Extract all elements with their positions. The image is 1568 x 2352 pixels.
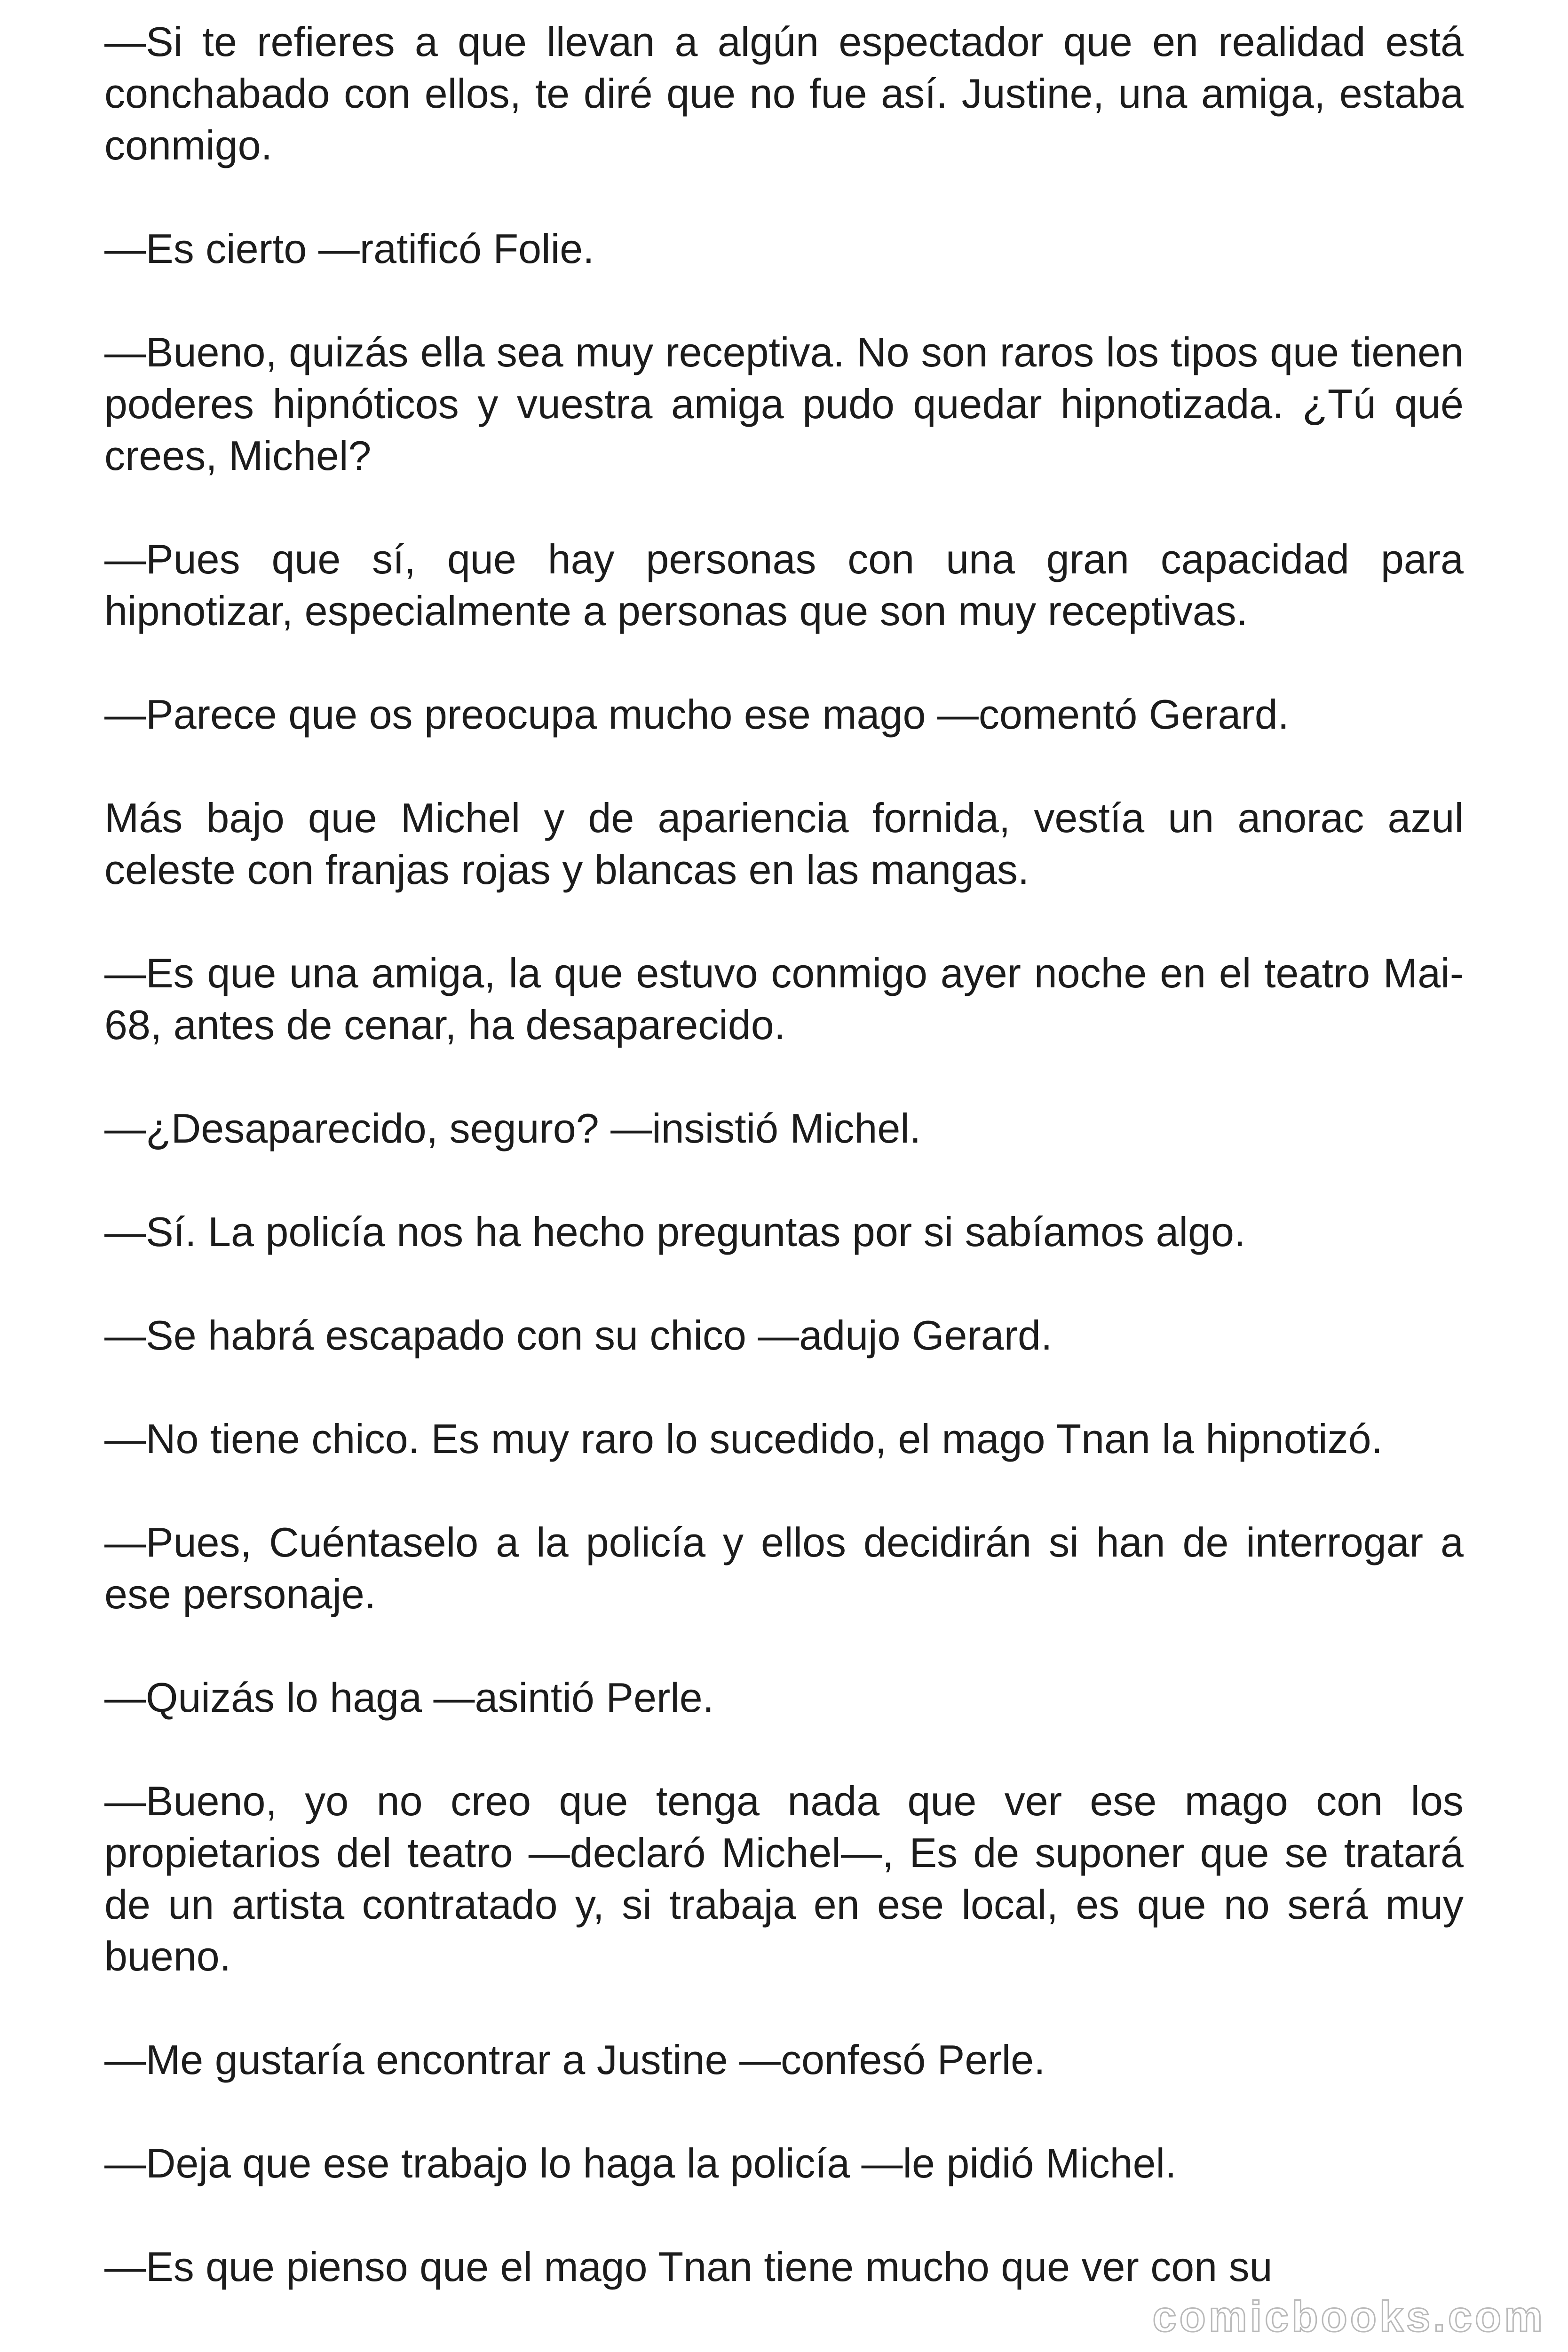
- paragraph: —Si te refieres a que llevan a algún espectador que en realidad está conchabado con ellos, te diré que no fue así. Justine, una amiga, estaba conmigo.: [104, 18, 1464, 168]
- paragraph: —Es que una amiga, la que estuvo conmigo ayer noche en el teatro Mai-68, antes de cenar, ha desaparecido.: [104, 950, 1464, 1048]
- paragraph: —Bueno, quizás ella sea muy receptiva. No son raros los tipos que tienen poderes hipnóticos y vuestra amiga pudo quedar hipnotizada. ¿Tú qué crees, Michel?: [104, 329, 1464, 479]
- page-text: [104, 16, 1464, 2344]
- paragraph: —Se habrá escapado con su chico —adujo Gerard.: [104, 1312, 1053, 1359]
- paragraph: —¿Desaparecido, seguro? —insistió Michel.: [104, 1105, 921, 1152]
- paragraph: —Quizás lo haga —asintió Perle.: [104, 1674, 714, 1721]
- watermark: comicbooks.com: [1152, 2293, 1545, 2341]
- paragraph: —Es cierto —ratificó Folie.: [104, 225, 594, 272]
- paragraph: —Pues que sí, que hay personas con una gran capacidad para hipnotizar, especialmente a personas que son muy receptivas.: [104, 536, 1464, 634]
- paragraph: —Es que pienso que el mago Tnan tiene mucho que ver con su: [104, 2243, 1273, 2290]
- paragraph: —Sí. La policía nos ha hecho preguntas por si sabíamos algo.: [104, 1208, 1246, 1255]
- paragraph: —Parece que os preocupa mucho ese mago —comentó Gerard.: [104, 691, 1290, 738]
- paragraph: —Pues, Cuéntaselo a la policía y ellos decidirán si han de interrogar a ese personaje.: [104, 1519, 1464, 1617]
- paragraph: —Bueno, yo no creo que tenga nada que ver ese mago con los propietarios del teatro —declaró Michel—, Es de suponer que se tratará de un artista contratado y, si trabaja en ese local, es que no será muy bueno.: [104, 1778, 1464, 1979]
- paragraph: Más bajo que Michel y de apariencia fornida, vestía un anorac azul celeste con franjas rojas y blancas en las mangas.: [104, 795, 1464, 893]
- paragraph: —Me gustaría encontrar a Justine —confesó Perle.: [104, 2036, 1045, 2083]
- paragraph: —No tiene chico. Es muy raro lo sucedido, el mago Tnan la hipnotizó.: [104, 1415, 1383, 1462]
- paragraph: —Deja que ese trabajo lo haga la policía —le pidió Michel.: [104, 2140, 1177, 2186]
